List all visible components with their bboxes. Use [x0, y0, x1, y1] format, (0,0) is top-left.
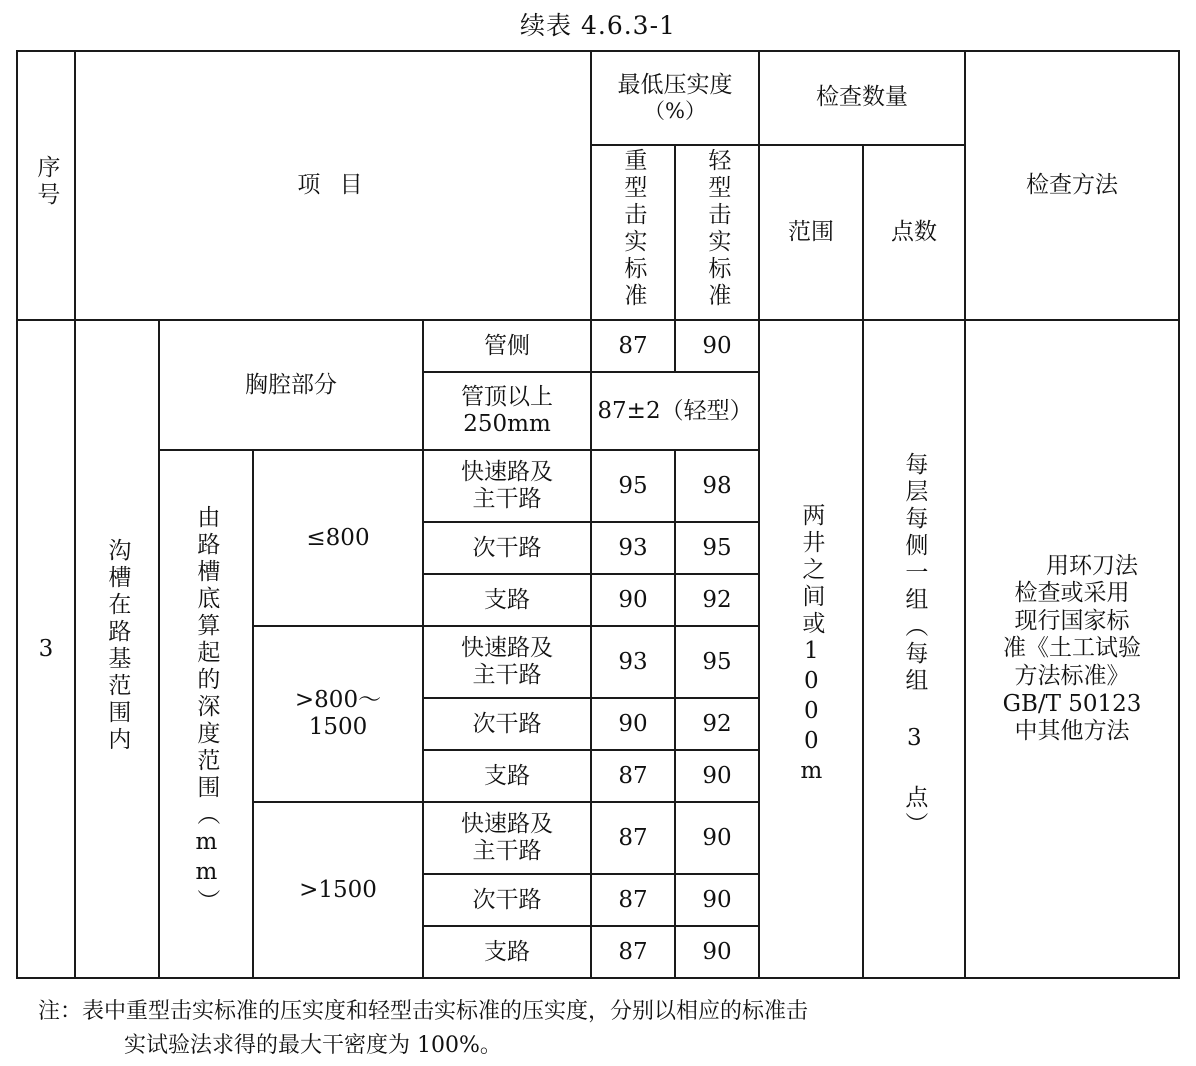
cell-seq-3: 3	[17, 320, 75, 978]
cell-group-trench: 沟槽在路基范围内	[75, 320, 159, 978]
cell-item-express-main: 快速路及 主干路	[423, 626, 591, 698]
cell-light-value: 98	[675, 450, 759, 522]
cell-depth-gt-1500: >1500	[253, 802, 423, 978]
cell-heavy-value: 90	[591, 698, 675, 750]
cell-item-branch: 支路	[423, 750, 591, 802]
cell-light-value: 90	[675, 926, 759, 978]
header-heavy-standard: 重型击实标准	[591, 145, 675, 320]
cell-item-secondary: 次干路	[423, 874, 591, 926]
table-note	[38, 995, 1158, 1063]
cell-item-express-main: 快速路及 主干路	[423, 450, 591, 522]
header-min-compaction: 最低压实度 （%）	[591, 51, 759, 145]
cell-item-secondary: 次干路	[423, 522, 591, 574]
cell-heavy-value: 93	[591, 626, 675, 698]
cell-light-value: 95	[675, 626, 759, 698]
cell-item-pipe-side: 管侧	[423, 320, 591, 372]
cell-light-value: 90	[675, 320, 759, 372]
header-points: 点数	[863, 145, 965, 320]
table-row	[17, 320, 1179, 372]
cell-item-secondary: 次干路	[423, 698, 591, 750]
cell-heavy-value: 87	[591, 926, 675, 978]
header-seq: 序号	[17, 51, 75, 320]
cell-points-value: 每层每侧一组（每组 3 点）	[863, 320, 965, 978]
cell-range-value: 两井之间或1000m	[759, 320, 863, 978]
cell-light-value: 95	[675, 522, 759, 574]
cell-light-value: 90	[675, 874, 759, 926]
cell-heavy-value: 93	[591, 522, 675, 574]
header-check-quantity: 检查数量	[759, 51, 965, 145]
cell-chest-section: 胸腔部分	[159, 320, 423, 450]
cell-item-branch: 支路	[423, 574, 591, 626]
cell-item-branch: 支路	[423, 926, 591, 978]
note-line-1: 注：表中重型击实标准的压实度和轻型击实标准的压实度，分别以相应的标准击	[38, 999, 809, 1025]
cell-check-method: 用环刀法 检查或采用 现行国家标 准《土工试验 方法标准》 GB/T 50123 中其他方法	[965, 320, 1179, 978]
cell-light-value: 90	[675, 802, 759, 874]
cell-depth-800-1500: >800～ 1500	[253, 626, 423, 802]
note-line-2: 实试验法求得的最大干密度为 100%。	[124, 1033, 502, 1059]
header-range: 范围	[759, 145, 863, 320]
cell-heavy-value: 87	[591, 750, 675, 802]
cell-heavy-value: 87	[591, 802, 675, 874]
cell-heavy-value: 87	[591, 874, 675, 926]
cell-heavy-value: 87	[591, 320, 675, 372]
table-caption: 续表 4.6.3-1	[520, 11, 676, 40]
header-check-method: 检查方法	[965, 51, 1179, 320]
cell-heavy-value: 90	[591, 574, 675, 626]
cell-heavy-value: 95	[591, 450, 675, 522]
table-header-row-1	[17, 51, 1179, 145]
cell-item-express-main: 快速路及 主干路	[423, 802, 591, 874]
header-light-standard: 轻型击实标准	[675, 145, 759, 320]
compaction-table	[16, 50, 1180, 979]
cell-light-value: 92	[675, 698, 759, 750]
header-item: 项 目	[75, 51, 591, 320]
cell-light-value: 90	[675, 750, 759, 802]
cell-item-above-pipe-top: 管顶以上 250mm	[423, 372, 591, 450]
cell-depth-label: 由路槽底算起的深度范围（mm）	[159, 450, 253, 978]
cell-depth-le-800: ≤800	[253, 450, 423, 626]
cell-merged-compaction: 87±2（轻型）	[591, 372, 759, 450]
cell-light-value: 92	[675, 574, 759, 626]
